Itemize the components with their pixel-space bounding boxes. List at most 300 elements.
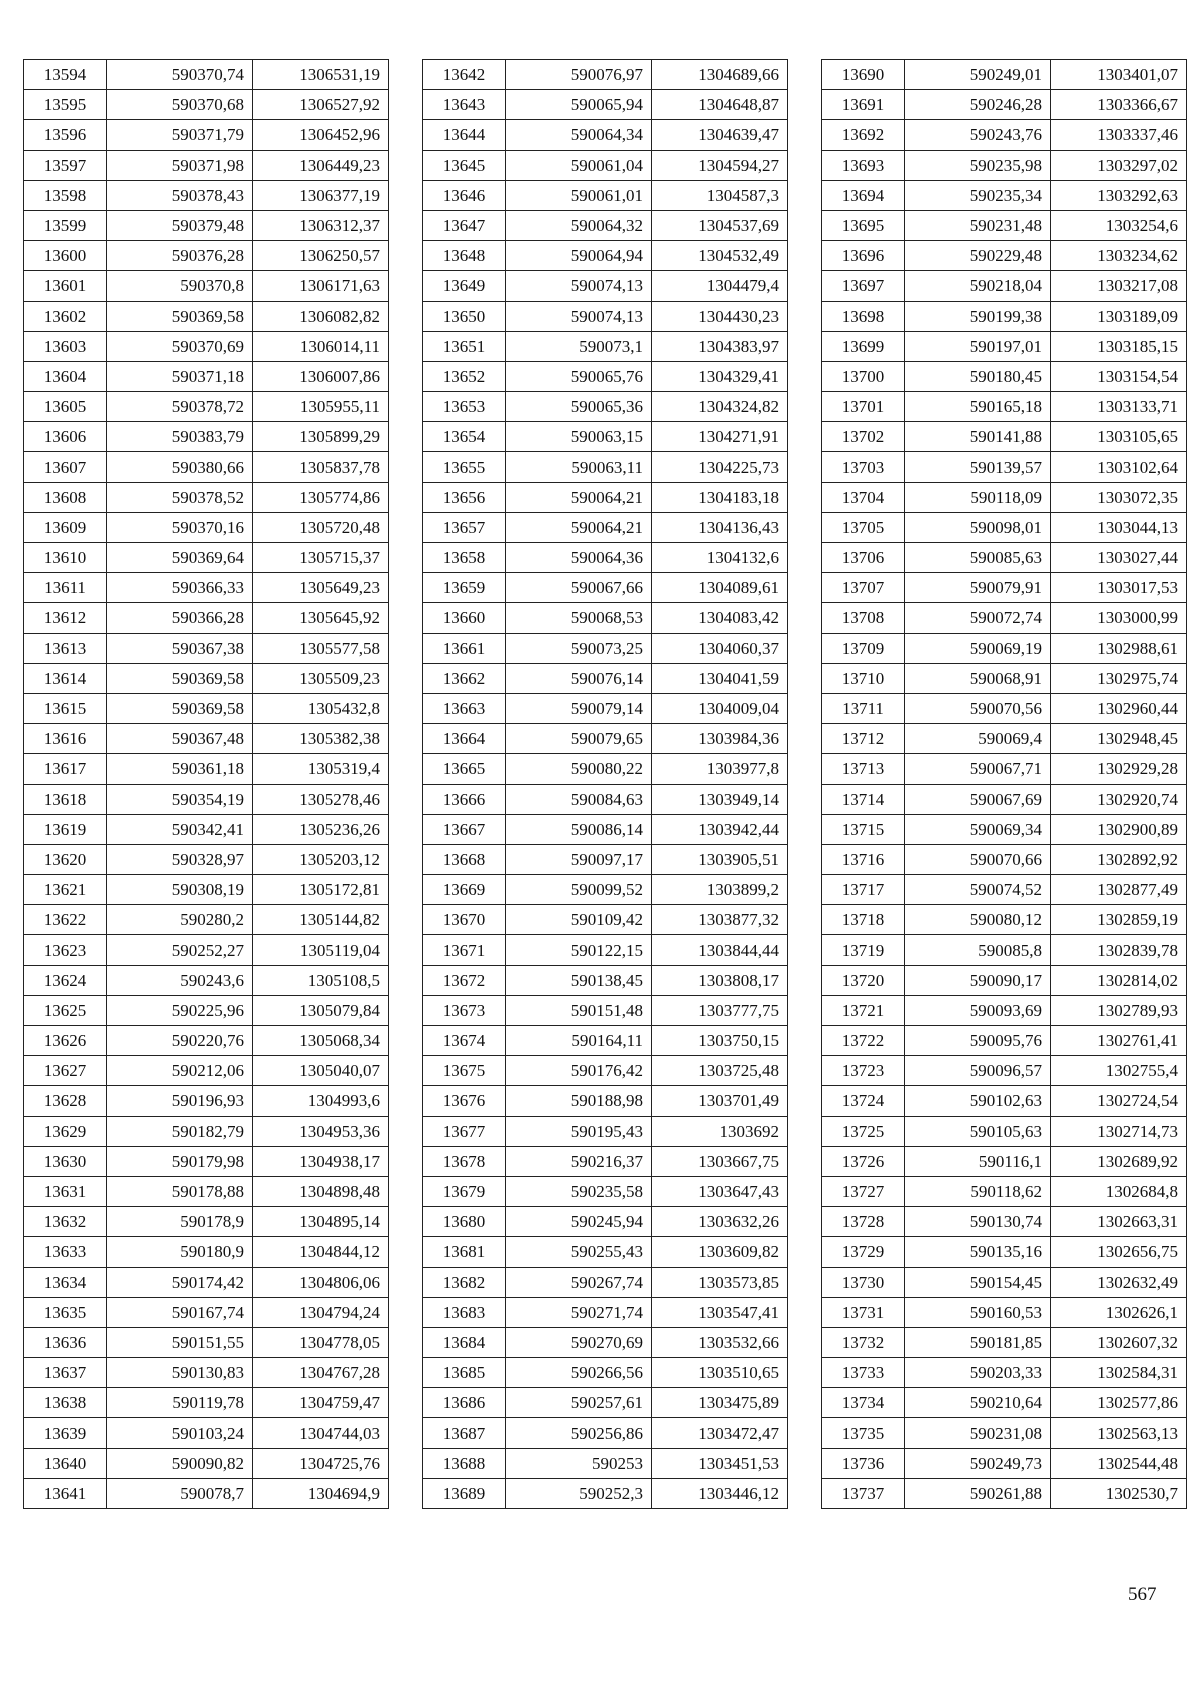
y-coordinate-cell: 1303510,65 <box>652 1358 788 1388</box>
x-coordinate-cell: 590367,38 <box>107 633 253 663</box>
point-number-cell: 13708 <box>822 603 905 633</box>
x-coordinate-cell: 590086,14 <box>506 814 652 844</box>
y-coordinate-cell: 1305144,82 <box>253 905 389 935</box>
point-number-cell: 13717 <box>822 875 905 905</box>
point-number-cell: 13671 <box>423 935 506 965</box>
x-coordinate-cell: 590371,79 <box>107 120 253 150</box>
point-number-cell: 13614 <box>24 663 107 693</box>
x-coordinate-cell: 590064,94 <box>506 241 652 271</box>
y-coordinate-cell: 1303017,53 <box>1051 573 1187 603</box>
table-row <box>24 301 389 331</box>
y-coordinate-cell: 1302563,13 <box>1051 1418 1187 1448</box>
x-coordinate-cell: 590102,63 <box>905 1086 1051 1116</box>
table-row <box>423 422 788 452</box>
y-coordinate-cell: 1305774,86 <box>253 482 389 512</box>
table-row <box>822 844 1187 874</box>
point-number-cell: 13637 <box>24 1358 107 1388</box>
table-row <box>822 1327 1187 1357</box>
table-row <box>24 1086 389 1116</box>
x-coordinate-cell: 590255,43 <box>506 1237 652 1267</box>
x-coordinate-cell: 590067,69 <box>905 784 1051 814</box>
table-row <box>822 392 1187 422</box>
point-number-cell: 13693 <box>822 150 905 180</box>
point-number-cell: 13602 <box>24 301 107 331</box>
x-coordinate-cell: 590235,98 <box>905 150 1051 180</box>
point-number-cell: 13655 <box>423 452 506 482</box>
table-row <box>24 1358 389 1388</box>
y-coordinate-cell: 1305382,38 <box>253 724 389 754</box>
y-coordinate-cell: 1303401,07 <box>1051 60 1187 90</box>
x-coordinate-cell: 590195,43 <box>506 1116 652 1146</box>
x-coordinate-cell: 590078,7 <box>107 1478 253 1508</box>
point-number-cell: 13733 <box>822 1358 905 1388</box>
y-coordinate-cell: 1303984,36 <box>652 724 788 754</box>
point-number-cell: 13624 <box>24 965 107 995</box>
point-number-cell: 13685 <box>423 1358 506 1388</box>
point-number-cell: 13661 <box>423 633 506 663</box>
point-number-cell: 13595 <box>24 90 107 120</box>
point-number-cell: 13626 <box>24 1026 107 1056</box>
point-number-cell: 13711 <box>822 693 905 723</box>
y-coordinate-cell: 1304806,06 <box>253 1267 389 1297</box>
point-number-cell: 13727 <box>822 1176 905 1206</box>
table-row <box>24 814 389 844</box>
table-row <box>822 905 1187 935</box>
y-coordinate-cell: 1306171,63 <box>253 271 389 301</box>
y-coordinate-cell: 1305068,34 <box>253 1026 389 1056</box>
x-coordinate-cell: 590267,74 <box>506 1267 652 1297</box>
y-coordinate-cell: 1303844,44 <box>652 935 788 965</box>
table-row <box>822 1478 1187 1508</box>
x-coordinate-cell: 590139,57 <box>905 452 1051 482</box>
x-coordinate-cell: 590246,28 <box>905 90 1051 120</box>
x-coordinate-cell: 590130,83 <box>107 1358 253 1388</box>
y-coordinate-cell: 1305236,26 <box>253 814 389 844</box>
x-coordinate-cell: 590308,19 <box>107 875 253 905</box>
y-coordinate-cell: 1305509,23 <box>253 663 389 693</box>
x-coordinate-cell: 590229,48 <box>905 241 1051 271</box>
y-coordinate-cell: 1303072,35 <box>1051 482 1187 512</box>
x-coordinate-cell: 590118,62 <box>905 1176 1051 1206</box>
point-number-cell: 13639 <box>24 1418 107 1448</box>
table-row <box>423 573 788 603</box>
point-number-cell: 13698 <box>822 301 905 331</box>
y-coordinate-cell: 1303547,41 <box>652 1297 788 1327</box>
point-number-cell: 13701 <box>822 392 905 422</box>
x-coordinate-cell: 590179,98 <box>107 1146 253 1176</box>
y-coordinate-cell: 1304479,4 <box>652 271 788 301</box>
point-number-cell: 13680 <box>423 1207 506 1237</box>
table-row <box>822 1176 1187 1206</box>
point-number-cell: 13684 <box>423 1327 506 1357</box>
y-coordinate-cell: 1306250,57 <box>253 241 389 271</box>
y-coordinate-cell: 1306082,82 <box>253 301 389 331</box>
x-coordinate-cell: 590220,76 <box>107 1026 253 1056</box>
table-row <box>24 905 389 935</box>
x-coordinate-cell: 590063,15 <box>506 422 652 452</box>
x-coordinate-cell: 590064,32 <box>506 210 652 240</box>
point-number-cell: 13605 <box>24 392 107 422</box>
x-coordinate-cell: 590370,8 <box>107 271 253 301</box>
point-number-cell: 13731 <box>822 1297 905 1327</box>
y-coordinate-cell: 1302859,19 <box>1051 905 1187 935</box>
x-coordinate-cell: 590068,91 <box>905 663 1051 693</box>
table-row <box>24 90 389 120</box>
point-number-cell: 13699 <box>822 331 905 361</box>
x-coordinate-cell: 590178,88 <box>107 1176 253 1206</box>
point-number-cell: 13686 <box>423 1388 506 1418</box>
x-coordinate-cell: 590253 <box>506 1448 652 1478</box>
y-coordinate-cell: 1302607,32 <box>1051 1327 1187 1357</box>
y-coordinate-cell: 1303000,99 <box>1051 603 1187 633</box>
point-number-cell: 13634 <box>24 1267 107 1297</box>
table-row <box>423 512 788 542</box>
point-number-cell: 13702 <box>822 422 905 452</box>
y-coordinate-cell: 1305645,92 <box>253 603 389 633</box>
point-number-cell: 13651 <box>423 331 506 361</box>
x-coordinate-cell: 590243,76 <box>905 120 1051 150</box>
y-coordinate-cell: 1303647,43 <box>652 1176 788 1206</box>
x-coordinate-cell: 590225,96 <box>107 995 253 1025</box>
table-row <box>24 180 389 210</box>
y-coordinate-cell: 1303942,44 <box>652 814 788 844</box>
x-coordinate-cell: 590135,16 <box>905 1237 1051 1267</box>
point-number-cell: 13675 <box>423 1056 506 1086</box>
table-row <box>423 271 788 301</box>
y-coordinate-cell: 1302948,45 <box>1051 724 1187 754</box>
table-row <box>24 331 389 361</box>
table-row <box>822 814 1187 844</box>
y-coordinate-cell: 1304953,36 <box>253 1116 389 1146</box>
point-number-cell: 13625 <box>24 995 107 1025</box>
table-row <box>24 693 389 723</box>
y-coordinate-cell: 1304648,87 <box>652 90 788 120</box>
y-coordinate-cell: 1302761,41 <box>1051 1026 1187 1056</box>
point-number-cell: 13615 <box>24 693 107 723</box>
x-coordinate-cell: 590099,52 <box>506 875 652 905</box>
table-row <box>24 1237 389 1267</box>
x-coordinate-cell: 590197,01 <box>905 331 1051 361</box>
table-row <box>24 392 389 422</box>
table-row <box>822 361 1187 391</box>
y-coordinate-cell: 1302656,75 <box>1051 1237 1187 1267</box>
y-coordinate-cell: 1303337,46 <box>1051 120 1187 150</box>
point-number-cell: 13620 <box>24 844 107 874</box>
y-coordinate-cell: 1305715,37 <box>253 543 389 573</box>
y-coordinate-cell: 1303899,2 <box>652 875 788 905</box>
page-number: 567 <box>1128 1584 1157 1605</box>
point-number-cell: 13648 <box>423 241 506 271</box>
point-number-cell: 13616 <box>24 724 107 754</box>
y-coordinate-cell: 1302689,92 <box>1051 1146 1187 1176</box>
x-coordinate-cell: 590093,69 <box>905 995 1051 1025</box>
table-row <box>822 875 1187 905</box>
y-coordinate-cell: 1303027,44 <box>1051 543 1187 573</box>
y-coordinate-cell: 1305040,07 <box>253 1056 389 1086</box>
table-row <box>24 1327 389 1357</box>
table-row <box>822 180 1187 210</box>
table-row <box>24 361 389 391</box>
x-coordinate-cell: 590154,45 <box>905 1267 1051 1297</box>
table-row <box>24 603 389 633</box>
point-number-cell: 13649 <box>423 271 506 301</box>
table-row <box>423 754 788 784</box>
table-row <box>24 965 389 995</box>
y-coordinate-cell: 1302960,44 <box>1051 693 1187 723</box>
table-row <box>24 995 389 1025</box>
point-number-cell: 13664 <box>423 724 506 754</box>
y-coordinate-cell: 1304895,14 <box>253 1207 389 1237</box>
point-number-cell: 13631 <box>24 1176 107 1206</box>
point-number-cell: 13732 <box>822 1327 905 1357</box>
table-row <box>24 271 389 301</box>
table-row <box>822 663 1187 693</box>
point-number-cell: 13682 <box>423 1267 506 1297</box>
x-coordinate-cell: 590076,14 <box>506 663 652 693</box>
table-row <box>822 1207 1187 1237</box>
point-number-cell: 13627 <box>24 1056 107 1086</box>
x-coordinate-cell: 590370,74 <box>107 60 253 90</box>
y-coordinate-cell: 1302755,4 <box>1051 1056 1187 1086</box>
table-row <box>24 1056 389 1086</box>
y-coordinate-cell: 1304041,59 <box>652 663 788 693</box>
table-row <box>822 754 1187 784</box>
table-row <box>423 1207 788 1237</box>
point-number-cell: 13621 <box>24 875 107 905</box>
table-row <box>822 543 1187 573</box>
x-coordinate-cell: 590249,73 <box>905 1448 1051 1478</box>
point-number-cell: 13618 <box>24 784 107 814</box>
y-coordinate-cell: 1302892,92 <box>1051 844 1187 874</box>
table-row <box>423 784 788 814</box>
table-row <box>423 1146 788 1176</box>
x-coordinate-cell: 590180,9 <box>107 1237 253 1267</box>
table-row <box>822 512 1187 542</box>
y-coordinate-cell: 1302814,02 <box>1051 965 1187 995</box>
table-row <box>24 120 389 150</box>
point-number-cell: 13692 <box>822 120 905 150</box>
point-number-cell: 13663 <box>423 693 506 723</box>
point-number-cell: 13609 <box>24 512 107 542</box>
y-coordinate-cell: 1303609,82 <box>652 1237 788 1267</box>
y-coordinate-cell: 1305577,58 <box>253 633 389 663</box>
y-coordinate-cell: 1303472,47 <box>652 1418 788 1448</box>
table-row <box>822 210 1187 240</box>
table-row <box>423 814 788 844</box>
x-coordinate-cell: 590188,98 <box>506 1086 652 1116</box>
point-number-cell: 13646 <box>423 180 506 210</box>
x-coordinate-cell: 590080,22 <box>506 754 652 784</box>
x-coordinate-cell: 590064,36 <box>506 543 652 573</box>
y-coordinate-cell: 1306014,11 <box>253 331 389 361</box>
point-number-cell: 13606 <box>24 422 107 452</box>
point-number-cell: 13697 <box>822 271 905 301</box>
x-coordinate-cell: 590383,79 <box>107 422 253 452</box>
table-row <box>423 331 788 361</box>
y-coordinate-cell: 1304993,6 <box>253 1086 389 1116</box>
point-number-cell: 13596 <box>24 120 107 150</box>
y-coordinate-cell: 1303750,15 <box>652 1026 788 1056</box>
table-row <box>423 844 788 874</box>
table-row <box>822 995 1187 1025</box>
point-number-cell: 13638 <box>24 1388 107 1418</box>
point-number-cell: 13659 <box>423 573 506 603</box>
table-row <box>423 1297 788 1327</box>
x-coordinate-cell: 590176,42 <box>506 1056 652 1086</box>
y-coordinate-cell: 1302988,61 <box>1051 633 1187 663</box>
table-row <box>423 452 788 482</box>
x-coordinate-cell: 590354,19 <box>107 784 253 814</box>
table-row <box>822 301 1187 331</box>
y-coordinate-cell: 1305319,4 <box>253 754 389 784</box>
table-row <box>822 724 1187 754</box>
point-number-cell: 13719 <box>822 935 905 965</box>
x-coordinate-cell: 590196,93 <box>107 1086 253 1116</box>
table-row <box>24 1388 389 1418</box>
point-number-cell: 13622 <box>24 905 107 935</box>
point-number-cell: 13632 <box>24 1207 107 1237</box>
y-coordinate-cell: 1302684,8 <box>1051 1176 1187 1206</box>
y-coordinate-cell: 1303777,75 <box>652 995 788 1025</box>
table-row <box>822 241 1187 271</box>
point-number-cell: 13716 <box>822 844 905 874</box>
y-coordinate-cell: 1304767,28 <box>253 1358 389 1388</box>
table-row <box>24 754 389 784</box>
x-coordinate-cell: 590379,48 <box>107 210 253 240</box>
y-coordinate-cell: 1304938,17 <box>253 1146 389 1176</box>
y-coordinate-cell: 1303977,8 <box>652 754 788 784</box>
y-coordinate-cell: 1302577,86 <box>1051 1388 1187 1418</box>
y-coordinate-cell: 1304594,27 <box>652 150 788 180</box>
point-number-cell: 13628 <box>24 1086 107 1116</box>
x-coordinate-cell: 590252,3 <box>506 1478 652 1508</box>
y-coordinate-cell: 1304383,97 <box>652 331 788 361</box>
table-row <box>423 603 788 633</box>
x-coordinate-cell: 590366,33 <box>107 573 253 603</box>
table-row <box>822 1267 1187 1297</box>
x-coordinate-cell: 590167,74 <box>107 1297 253 1327</box>
y-coordinate-cell: 1305119,04 <box>253 935 389 965</box>
table-row <box>24 724 389 754</box>
y-coordinate-cell: 1302877,49 <box>1051 875 1187 905</box>
x-coordinate-cell: 590280,2 <box>107 905 253 935</box>
table-row <box>423 543 788 573</box>
x-coordinate-cell: 590231,08 <box>905 1418 1051 1448</box>
table-row <box>822 271 1187 301</box>
table-row <box>24 633 389 663</box>
y-coordinate-cell: 1303102,64 <box>1051 452 1187 482</box>
point-number-cell: 13630 <box>24 1146 107 1176</box>
point-number-cell: 13721 <box>822 995 905 1025</box>
table-row <box>423 1327 788 1357</box>
x-coordinate-cell: 590074,13 <box>506 271 652 301</box>
point-number-cell: 13712 <box>822 724 905 754</box>
point-number-cell: 13673 <box>423 995 506 1025</box>
x-coordinate-cell: 590064,21 <box>506 482 652 512</box>
table-row <box>24 1297 389 1327</box>
x-coordinate-cell: 590065,36 <box>506 392 652 422</box>
table-row <box>423 1056 788 1086</box>
y-coordinate-cell: 1304009,04 <box>652 693 788 723</box>
x-coordinate-cell: 590068,53 <box>506 603 652 633</box>
x-coordinate-cell: 590073,1 <box>506 331 652 361</box>
x-coordinate-cell: 590064,21 <box>506 512 652 542</box>
table-row <box>423 693 788 723</box>
point-number-cell: 13715 <box>822 814 905 844</box>
table-row <box>423 965 788 995</box>
table-row <box>24 784 389 814</box>
x-coordinate-cell: 590067,66 <box>506 573 652 603</box>
table-row <box>423 905 788 935</box>
x-coordinate-cell: 590270,69 <box>506 1327 652 1357</box>
x-coordinate-cell: 590271,74 <box>506 1297 652 1327</box>
table-row <box>24 875 389 905</box>
table-row <box>822 603 1187 633</box>
x-coordinate-cell: 590074,52 <box>905 875 1051 905</box>
y-coordinate-cell: 1302920,74 <box>1051 784 1187 814</box>
y-coordinate-cell: 1305837,78 <box>253 452 389 482</box>
table-row <box>24 452 389 482</box>
x-coordinate-cell: 590371,18 <box>107 361 253 391</box>
table-row <box>822 452 1187 482</box>
x-coordinate-cell: 590266,56 <box>506 1358 652 1388</box>
table-row <box>24 1478 389 1508</box>
point-number-cell: 13672 <box>423 965 506 995</box>
y-coordinate-cell: 1304725,76 <box>253 1448 389 1478</box>
x-coordinate-cell: 590103,24 <box>107 1418 253 1448</box>
x-coordinate-cell: 590160,53 <box>905 1297 1051 1327</box>
point-number-cell: 13666 <box>423 784 506 814</box>
coordinates-table-1 <box>23 59 389 1509</box>
y-coordinate-cell: 1302724,54 <box>1051 1086 1187 1116</box>
y-coordinate-cell: 1303632,26 <box>652 1207 788 1237</box>
point-number-cell: 13709 <box>822 633 905 663</box>
x-coordinate-cell: 590098,01 <box>905 512 1051 542</box>
x-coordinate-cell: 590116,1 <box>905 1146 1051 1176</box>
x-coordinate-cell: 590180,45 <box>905 361 1051 391</box>
y-coordinate-cell: 1304537,69 <box>652 210 788 240</box>
y-coordinate-cell: 1302714,73 <box>1051 1116 1187 1146</box>
point-number-cell: 13647 <box>423 210 506 240</box>
x-coordinate-cell: 590367,48 <box>107 724 253 754</box>
point-number-cell: 13645 <box>423 150 506 180</box>
y-coordinate-cell: 1303905,51 <box>652 844 788 874</box>
y-coordinate-cell: 1304759,47 <box>253 1388 389 1418</box>
point-number-cell: 13720 <box>822 965 905 995</box>
x-coordinate-cell: 590165,18 <box>905 392 1051 422</box>
point-number-cell: 13669 <box>423 875 506 905</box>
x-coordinate-cell: 590122,15 <box>506 935 652 965</box>
y-coordinate-cell: 1306007,86 <box>253 361 389 391</box>
point-number-cell: 13681 <box>423 1237 506 1267</box>
x-coordinate-cell: 590061,04 <box>506 150 652 180</box>
point-number-cell: 13696 <box>822 241 905 271</box>
y-coordinate-cell: 1304060,37 <box>652 633 788 663</box>
x-coordinate-cell: 590090,17 <box>905 965 1051 995</box>
y-coordinate-cell: 1302626,1 <box>1051 1297 1187 1327</box>
table-row <box>423 1237 788 1267</box>
table-row <box>24 663 389 693</box>
table-row <box>24 1176 389 1206</box>
table-row <box>822 482 1187 512</box>
point-number-cell: 13668 <box>423 844 506 874</box>
x-coordinate-cell: 590064,34 <box>506 120 652 150</box>
x-coordinate-cell: 590069,34 <box>905 814 1051 844</box>
point-number-cell: 13601 <box>24 271 107 301</box>
y-coordinate-cell: 1302584,31 <box>1051 1358 1187 1388</box>
point-number-cell: 13670 <box>423 905 506 935</box>
x-coordinate-cell: 590085,8 <box>905 935 1051 965</box>
